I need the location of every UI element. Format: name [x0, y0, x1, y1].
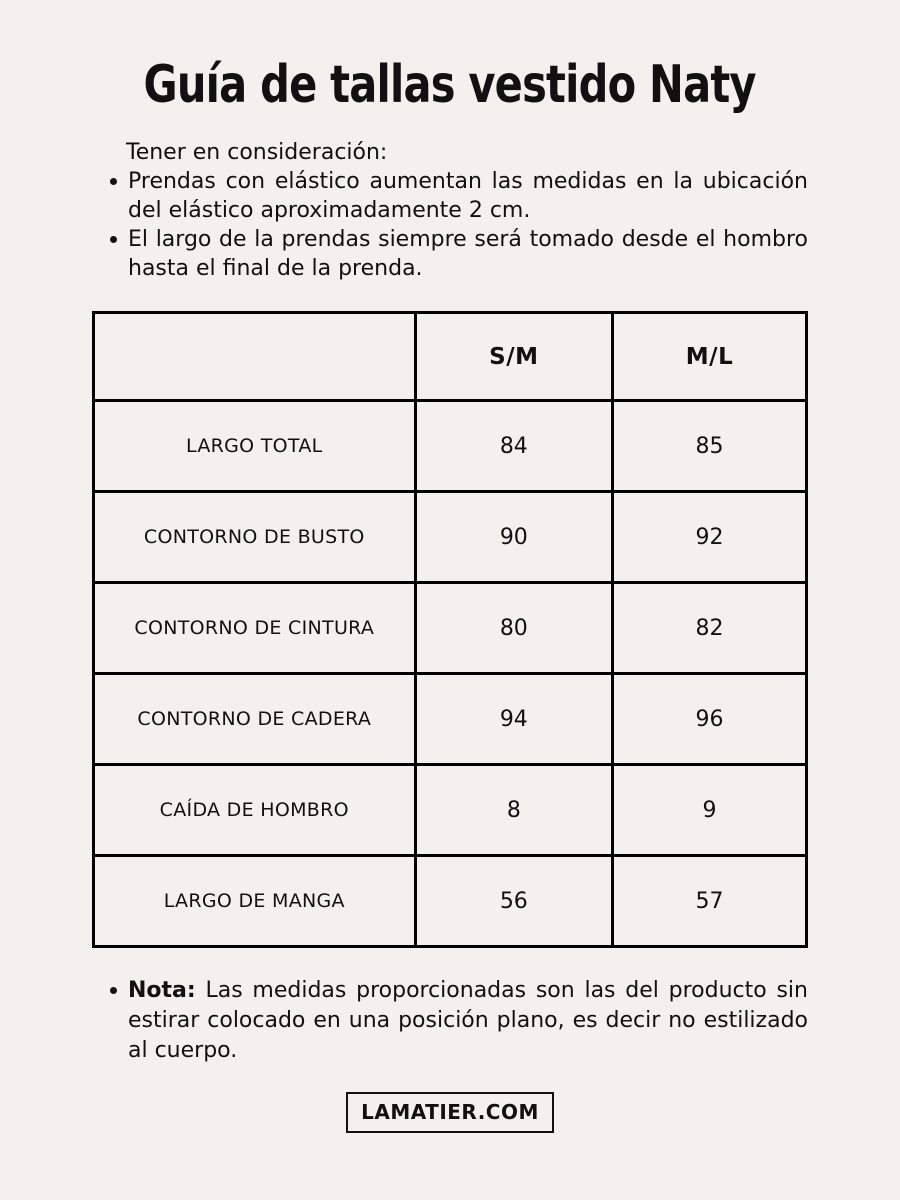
value-sm: 80	[415, 583, 613, 674]
table-row-largo-total	[94, 401, 807, 492]
consideration-item	[108, 225, 808, 283]
consideration-item	[108, 167, 808, 225]
size-table	[92, 311, 808, 948]
value-sm: 56	[415, 856, 613, 947]
brand-badge: LAMATIER.COM	[346, 1092, 554, 1133]
value-ml: 82	[613, 583, 807, 674]
table-row-largo-manga	[94, 856, 807, 947]
row-label: LARGO DE MANGA	[94, 856, 416, 947]
table-header-empty	[94, 313, 416, 401]
table-header-ml: M/L	[613, 313, 807, 401]
value-sm: 94	[415, 674, 613, 765]
row-label: CAÍDA DE HOMBRO	[94, 765, 416, 856]
table-row-contorno-busto	[94, 492, 807, 583]
note-label: Nota:	[128, 978, 196, 1004]
page-title-text: Guía de tallas vestido Naty	[143, 55, 757, 115]
value-ml: 85	[613, 401, 807, 492]
row-label: LARGO TOTAL	[94, 401, 416, 492]
footer	[0, 1092, 900, 1133]
note-section	[108, 976, 808, 1066]
table-row-contorno-cintura	[94, 583, 807, 674]
consideration-text: El largo de la prendas siempre será tomado desde el hombro hasta el final de la prenda.	[128, 227, 808, 282]
value-sm: 84	[415, 401, 613, 492]
note-text: Las medidas proporcionadas son las del producto sin estirar colocado en una posición plano, es decir no estilizado al cuerpo.	[128, 978, 808, 1064]
bullet-dot	[110, 178, 117, 185]
page-title	[0, 0, 900, 114]
considerations-heading: Tener en consideración:	[126, 140, 388, 166]
size-table-header-row	[94, 313, 807, 401]
value-sm: 8	[415, 765, 613, 856]
row-label: CONTORNO DE BUSTO	[94, 492, 416, 583]
table-row-caida-hombro	[94, 765, 807, 856]
considerations-section	[108, 138, 808, 283]
table-row-contorno-cadera	[94, 674, 807, 765]
consideration-text: Prendas con elástico aumentan las medidas en la ubicación del elástico aproximadamente 2 cm.	[128, 169, 808, 224]
note-item	[108, 976, 808, 1066]
bullet-dot	[110, 987, 117, 994]
value-ml: 92	[613, 492, 807, 583]
row-label: CONTORNO DE CADERA	[94, 674, 416, 765]
value-ml: 9	[613, 765, 807, 856]
value-ml: 96	[613, 674, 807, 765]
value-ml: 57	[613, 856, 807, 947]
table-header-sm: S/M	[415, 313, 613, 401]
bullet-dot	[110, 236, 117, 243]
value-sm: 90	[415, 492, 613, 583]
row-label: CONTORNO DE CINTURA	[94, 583, 416, 674]
